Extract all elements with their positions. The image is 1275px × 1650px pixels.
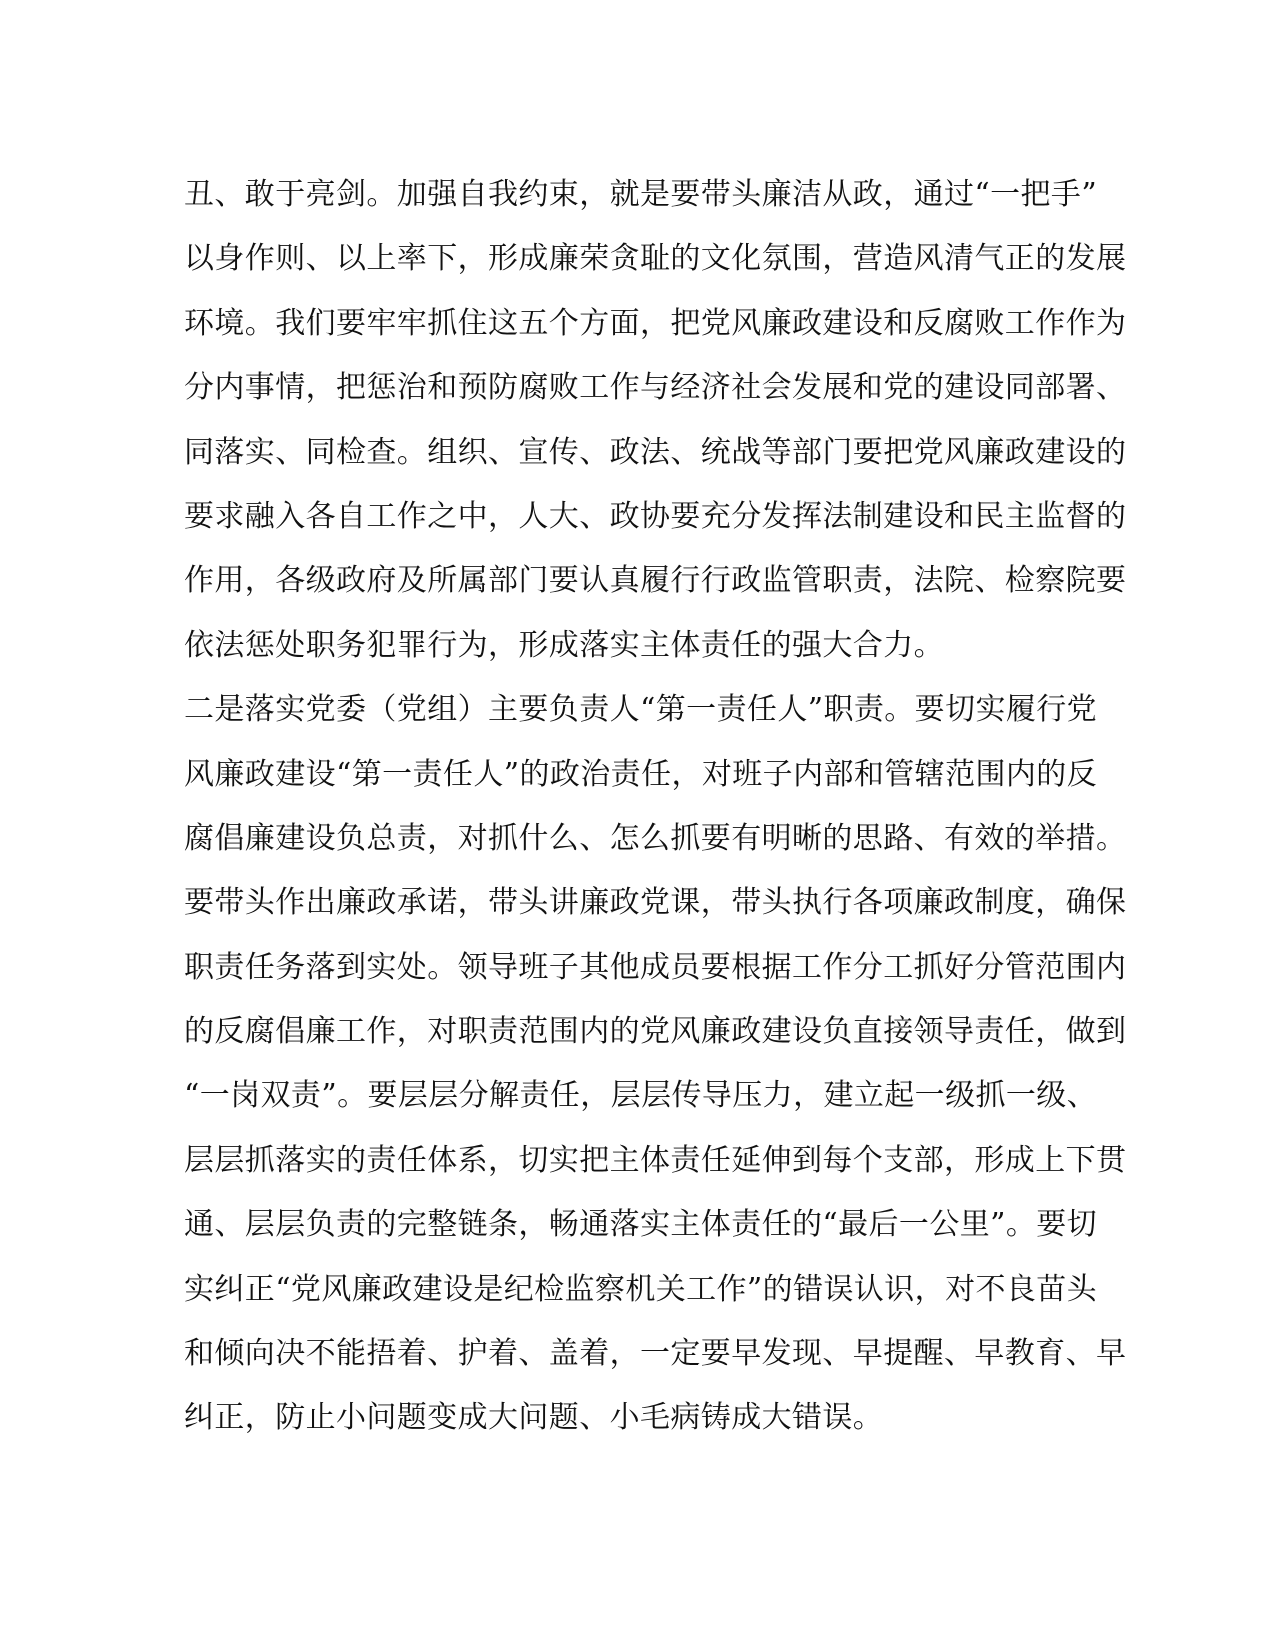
text-line: “一岗双责”。要层层分解责任，层层传导压力，建立起一级抓一级、: [184, 1078, 1098, 1114]
text-line: 风廉政建设“第一责任人”的政治责任，对班子内部和管辖范围内的反: [184, 756, 1098, 792]
text-line: 二是落实党委（党组）主要负责人“第一责任人”职责。要切实履行党: [184, 692, 1098, 728]
text-line: 腐倡廉建设负总责，对抓什么、怎么抓要有明晰的思路、有效的举措。: [184, 820, 1127, 856]
text-line: 通、层层负责的完整链条，畅通落实主体责任的“最后一公里”。要切: [184, 1207, 1098, 1243]
body-text: [184, 163, 1127, 1451]
text-line: 职责任务落到实处。领导班子其他成员要根据工作分工抓好分管范围内: [184, 949, 1127, 985]
text-line: 丑、敢于亮剑。加强自我约束，就是要带头廉洁从政，通过“一把手”: [184, 177, 1098, 212]
text-line: 要求融入各自工作之中，人大、政协要充分发挥法制建设和民主监督的: [184, 498, 1127, 534]
text-line: 分内事情，把惩治和预防腐败工作与经济社会发展和党的建设同部署、: [184, 370, 1127, 406]
text-line: 和倾向决不能捂着、护着、盖着，一定要早发现、早提醒、早教育、早: [184, 1336, 1127, 1372]
text-line: 层层抓落实的责任体系，切实把主体责任延伸到每个支部，形成上下贯: [184, 1142, 1127, 1178]
text-line: 实纠正“党风廉政建设是纪检监察机关工作”的错误认识，对不良苗头: [184, 1271, 1098, 1307]
text-line: 要带头作出廉政承诺，带头讲廉政党课，带头执行各项廉政制度，确保: [184, 885, 1127, 921]
text-line: 纠正，防止小问题变成大问题、小毛病铸成大错误。: [184, 1400, 884, 1436]
text-line: 同落实、同检查。组织、宣传、政法、统战等部门要把党风廉政建设的: [184, 434, 1127, 470]
text-line: 作用，各级政府及所属部门要认真履行行政监管职责，法院、检察院要: [184, 563, 1127, 599]
text-line: 以身作则、以上率下，形成廉荣贪耻的文化氛围，营造风清气正的发展: [184, 241, 1127, 277]
text-line: 依法惩处职务犯罪行为，形成落实主体责任的强大合力。: [184, 627, 944, 663]
text-line: 的反腐倡廉工作，对职责范围内的党风廉政建设负直接领导责任，做到: [184, 1014, 1127, 1050]
text-line: 环境。我们要牢牢抓住这五个方面，把党风廉政建设和反腐败工作作为: [184, 305, 1127, 341]
